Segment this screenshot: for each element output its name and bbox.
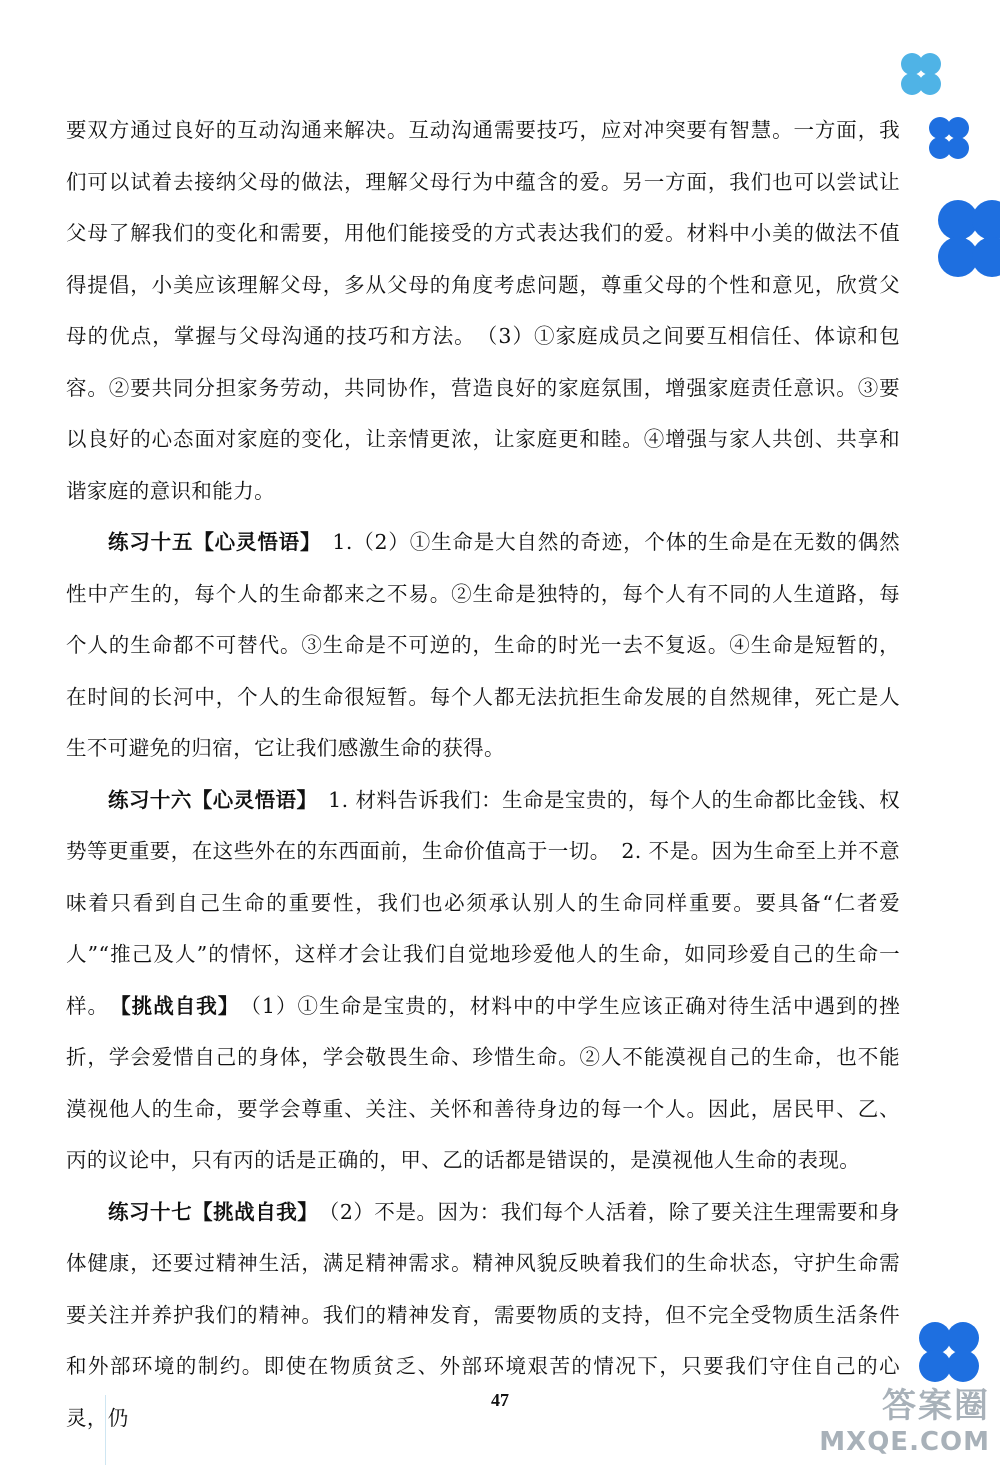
clover-icon-large-top bbox=[930, 185, 1000, 295]
exercise-17-heading: 练习十七【挑战自我】 bbox=[108, 1199, 309, 1224]
paragraph-exercise-16 bbox=[66, 775, 900, 1187]
watermark-main: 答案圈 bbox=[882, 1386, 990, 1426]
exercise-15-body: 1.（2）①生命是大自然的奇迹，个体的生命是在无数的偶然性中产生的，每个人的生命都来之不易。②生命是独特的，每个人有不同的人生道路，每个人的生命都不可替代。③生命是不可逆的，生命的时光一去不复返。④生命是短暂的，在时间的长河中，个人的生命很短暂。每个人都无法抗拒生命发展的自然规律，死亡是人生不可避免的归宿，它让我们感激生命的获得。 bbox=[66, 530, 901, 760]
watermark-site: MXQE.COM bbox=[819, 1427, 990, 1457]
watermark-logo bbox=[819, 1378, 990, 1457]
paragraph-family-communication: 要双方通过良好的互动沟通来解决。互动沟通需要技巧，应对冲突要有智慧。一方面，我们可以试着去接纳父母的做法，理解父母行为中蕴含的爱。另一方面，我们也可以尝试让父母了解我们的变化和需要，用他们能接受的方式表达我们的爱。材料中小美的做法不值得提倡，小美应该理解父母，多从父母的角度考虑问题，尊重父母的个性和意见，欣赏父母的优点，掌握与父母沟通的技巧和方法。 （3）①家庭成员之间要互相信任、体谅和包容。②要共同分担家务劳动，共同协作，营造良好的家庭氛围，增强家庭责任意识。③要以良好的心态面对家庭的变化，让亲情更浓，让家庭更和睦。④增强与家人共创、共享和谐家庭的意识和能力。 bbox=[66, 118, 900, 503]
exercise-15-heading: 练习十五【心灵悟语】 bbox=[108, 530, 312, 554]
answer-text bbox=[66, 105, 900, 1444]
clover-icon-small-top bbox=[886, 40, 956, 110]
exercise-16-challenge-heading: 【挑战自我】 bbox=[120, 993, 230, 1018]
paragraph-exercise-15 bbox=[66, 517, 900, 775]
clover-icon-mid-top bbox=[918, 108, 980, 170]
exercise-16-body-1: 1. 材料告诉我们：生命是宝贵的，每个人的生命都比金钱、权势等更重要，在这些外在的东西面前，生命价值高于一切。 2. 不是。因为生命至上并不意味着只看到自己生命的重要性，我们也必须承认别人的生命同样重要。要具备“仁者爱人”“推己及人”的情怀，这样才会让我们自觉地珍爱他人的生命，如同珍爱自己的生命一样。 bbox=[66, 787, 900, 1018]
exercise-16-heading: 练习十六【心灵悟语】 bbox=[108, 787, 308, 812]
exercise-17-body: （2）不是。因为：我们每个人活着，除了要关注生理需要和身体健康，还要过精神生活，满足精神需求。精神风貌反映着我们的生命状态，守护生命需要关注并养护我们的精神。我们的精神发育，需要物质的支持，但不完全受物质生活条件和外部环境的制约。即使在物质贫乏、外部环境艰苦的情况下，只要我们守住自己的心灵，仍 bbox=[66, 1199, 900, 1430]
page-number: 47 bbox=[491, 1390, 509, 1410]
exercise-16-body-2: （1）①生命是宝贵的，材料中的中学生应该正确对待生活中遇到的挫折，学会爱惜自己的身体，学会敬畏生命、珍惜生命。②人不能漠视自己的生命，也不能漠视他人的生命，要学会尊重、关注、关怀和善待身边的每一个人。因此，居民甲、乙、丙的议论中，只有丙的话是正确的，甲、乙的话都是错误的，是漠视他人生命的表现。 bbox=[66, 993, 900, 1172]
